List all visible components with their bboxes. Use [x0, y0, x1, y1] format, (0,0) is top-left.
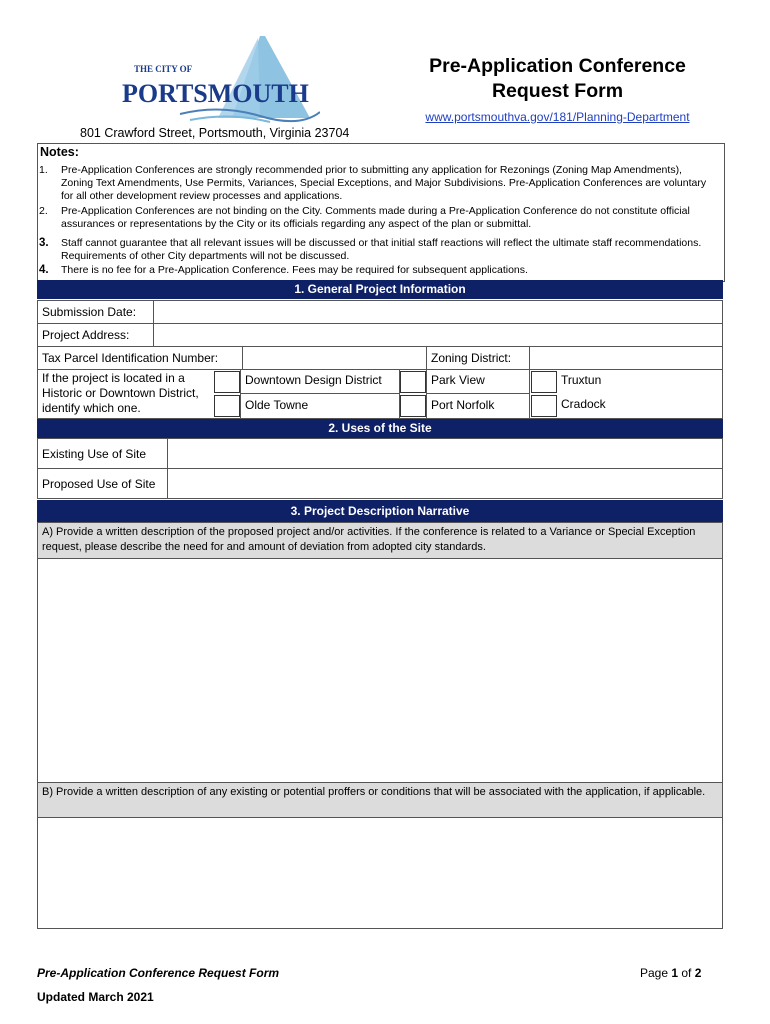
proposed-use-field[interactable]	[167, 468, 723, 499]
part-a-instructions: A) Provide a written description of the proposed project and/or activities. If the conference is related to a Variance or Special Exception request, please describe the need for and amount of deviation from adopted city standards.	[37, 522, 723, 559]
olde-towne-checkbox[interactable]	[214, 395, 240, 417]
district-option: Park View	[426, 369, 530, 394]
cradock-checkbox[interactable]	[531, 395, 557, 417]
footer-form-name: Pre-Application Conference Request Form	[37, 966, 280, 980]
section-2-header: 2. Uses of the Site	[37, 419, 723, 438]
logo-text: PORTSMOUTH	[122, 79, 309, 108]
zoning-district-label: Zoning District:	[426, 346, 530, 370]
district-option: Truxtun	[561, 373, 602, 387]
district-option: Downtown Design District	[240, 369, 400, 394]
historic-district-label: If the project is located in a Historic or Downtown District, identify which one.	[42, 371, 199, 415]
existing-use-field[interactable]	[167, 438, 723, 469]
page-number: Page 1 of 2	[640, 966, 702, 980]
section-1-header: 1. General Project Information	[37, 280, 723, 299]
city-address: 801 Crawford Street, Portsmouth, Virginia 23704	[80, 126, 350, 140]
downtown-design-district-checkbox[interactable]	[214, 371, 240, 393]
logo-small-text: THE CITY OF	[134, 64, 193, 74]
department-link[interactable]: www.portsmouthva.gov/181/Planning-Department	[425, 110, 690, 124]
notes-title: Notes:	[40, 145, 79, 159]
submission-date-field[interactable]	[153, 300, 723, 324]
zoning-district-field[interactable]	[529, 346, 723, 370]
part-b-textarea[interactable]	[37, 817, 723, 929]
part-a-textarea[interactable]	[37, 558, 723, 783]
project-address-field[interactable]	[153, 323, 723, 347]
park-view-checkbox[interactable]	[400, 371, 426, 393]
port-norfolk-checkbox[interactable]	[400, 395, 426, 417]
tax-parcel-label: Tax Parcel Identification Number:	[37, 346, 243, 370]
district-option: Cradock	[561, 397, 606, 411]
district-option: Port Norfolk	[426, 393, 530, 419]
project-address-label: Project Address:	[37, 323, 154, 347]
submission-date-label: Submission Date:	[37, 300, 154, 324]
form-title: Pre-Application Conference Request Form	[429, 55, 686, 102]
part-b-instructions: B) Provide a written description of any existing or potential proffers or conditions that will be associated with the application, if applicable.	[37, 782, 723, 818]
tax-parcel-field[interactable]	[242, 346, 427, 370]
section-3-header: 3. Project Description Narrative	[37, 500, 723, 522]
district-option: Olde Towne	[240, 393, 400, 419]
city-logo	[120, 34, 320, 126]
existing-use-label: Existing Use of Site	[37, 438, 168, 469]
proposed-use-label: Proposed Use of Site	[37, 468, 168, 499]
truxtun-checkbox[interactable]	[531, 371, 557, 393]
footer-updated-date: Updated March 2021	[37, 990, 154, 1004]
